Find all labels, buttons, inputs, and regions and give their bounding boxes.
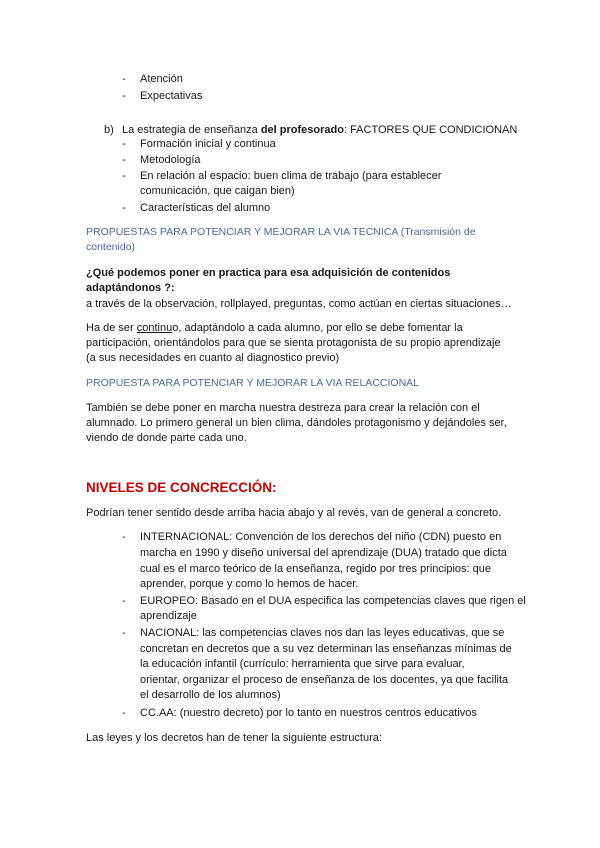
question-line: adaptándonos ?: bbox=[86, 282, 175, 294]
nivel-internacional-cont: marcha en 1990 y diseño universal del aprendizaje (DUA) tratado que dicta bbox=[140, 547, 507, 559]
list-dash: - bbox=[122, 154, 126, 166]
nivel-nacional: NACIONAL: las competencias claves nos dan las leyes educativas, que se bbox=[140, 627, 505, 639]
via-tecnica-heading-cont: contenido) bbox=[86, 241, 136, 253]
nivel-nacional-cont: orientar, organizar el proceso de enseñanza de los docentes, ya que facilita bbox=[140, 674, 509, 686]
nivel-nacional-cont: concretan en decretos que a su vez determinan las enseñanzas mínimas de bbox=[140, 643, 512, 655]
paragraph-line: También se debe poner en marcha nuestra destreza para crear la relación con el bbox=[86, 402, 480, 414]
list-item: Expectativas bbox=[140, 90, 203, 102]
question-line: ¿Qué podemos poner en practica para esa adquisición de contenidos bbox=[86, 267, 451, 279]
paragraph-line: participación, orientándolos para que se sienta protagonista de su propio aprendizaje bbox=[86, 337, 501, 349]
answer-line: a través de la observación, rollplayed, preguntas, como actúan en ciertas situaciones… bbox=[86, 298, 512, 310]
paragraph-text: o, adaptándolo a cada alumno, por ello se debe fomentar la bbox=[172, 322, 463, 334]
paragraph-line: (a sus necesidades en cuanto al diagnostico previo) bbox=[86, 352, 340, 364]
section-b-factors: : FACTORES QUE CONDICIONAN bbox=[343, 124, 518, 136]
list-dash: - bbox=[122, 138, 126, 150]
underlined-word: continu bbox=[136, 322, 173, 334]
list-item: En relación al espacio: buen clima de trabajo (para establecer bbox=[140, 170, 442, 182]
paragraph-line: alumnado. Lo primero general un bien clima, dándoles protagonismo y dejándoles ser, bbox=[86, 417, 507, 429]
closing-line: Las leyes y los decretos han de tener la siguiente estructura: bbox=[86, 732, 382, 744]
list-dash: - bbox=[122, 707, 126, 719]
list-item-continued: comunicación, que caigan bien) bbox=[140, 185, 295, 197]
paragraph-continuo bbox=[86, 321, 463, 335]
list-item: Atención bbox=[140, 73, 183, 85]
list-dash: - bbox=[122, 627, 126, 639]
nivel-nacional-cont: el desarrollo de los alumnos) bbox=[140, 689, 281, 701]
list-dash: - bbox=[122, 170, 126, 182]
via-tecnica-heading: PROPUESTAS PARA POTENCIAR Y MEJORAR LA VIA TECNICA (Transmisión de bbox=[86, 226, 476, 238]
list-item: Metodología bbox=[140, 154, 201, 166]
nivel-europeo-cont: aprendizaje bbox=[140, 610, 197, 622]
via-relaccional-heading: PROPUESTA PARA POTENCIAR Y MEJORAR LA VIA RELACCIONAL bbox=[86, 377, 419, 389]
list-item: Características del alumno bbox=[140, 202, 271, 214]
paragraph-text: Ha de ser bbox=[86, 322, 137, 334]
list-marker-b: b) bbox=[104, 124, 114, 136]
nivel-europeo: EUROPEO: Basado en el DUA especifica las competencias claves que rigen el bbox=[140, 595, 526, 607]
paragraph-line: viendo de donde parte cada uno. bbox=[86, 432, 247, 444]
section-b-title bbox=[122, 123, 517, 137]
niveles-intro: Podrían tener sentido desde arriba hacia abajo y al revés, van de general a concreto. bbox=[86, 507, 502, 519]
nivel-nacional-cont: la educación infantil (currículo: herramienta que sirve para evaluar, bbox=[140, 658, 465, 670]
list-dash: - bbox=[122, 73, 126, 85]
nivel-internacional-cont: cual es el marco teórico de la enseñanza, regido por tres principios: que bbox=[140, 563, 491, 575]
section-b-text: La estrategia de enseñanza bbox=[122, 124, 261, 136]
section-b-bold: del profesorado bbox=[260, 124, 344, 136]
niveles-heading: NIVELES DE CONCRECCIÓN: bbox=[86, 480, 277, 495]
list-dash: - bbox=[122, 202, 126, 214]
nivel-internacional-cont: aprender, porque y como lo hemos de hacer. bbox=[140, 578, 359, 590]
nivel-ccaa: CC.AA: (nuestro decreto) por lo tanto en nuestros centros educativos bbox=[140, 707, 477, 719]
list-dash: - bbox=[122, 90, 126, 102]
list-dash: - bbox=[122, 595, 126, 607]
list-item: Formación inicial y continua bbox=[140, 138, 276, 150]
list-dash: - bbox=[122, 531, 126, 543]
nivel-internacional: INTERNACIONAL: Convención de los derechos del niño (CDN) puesto en bbox=[140, 531, 502, 543]
